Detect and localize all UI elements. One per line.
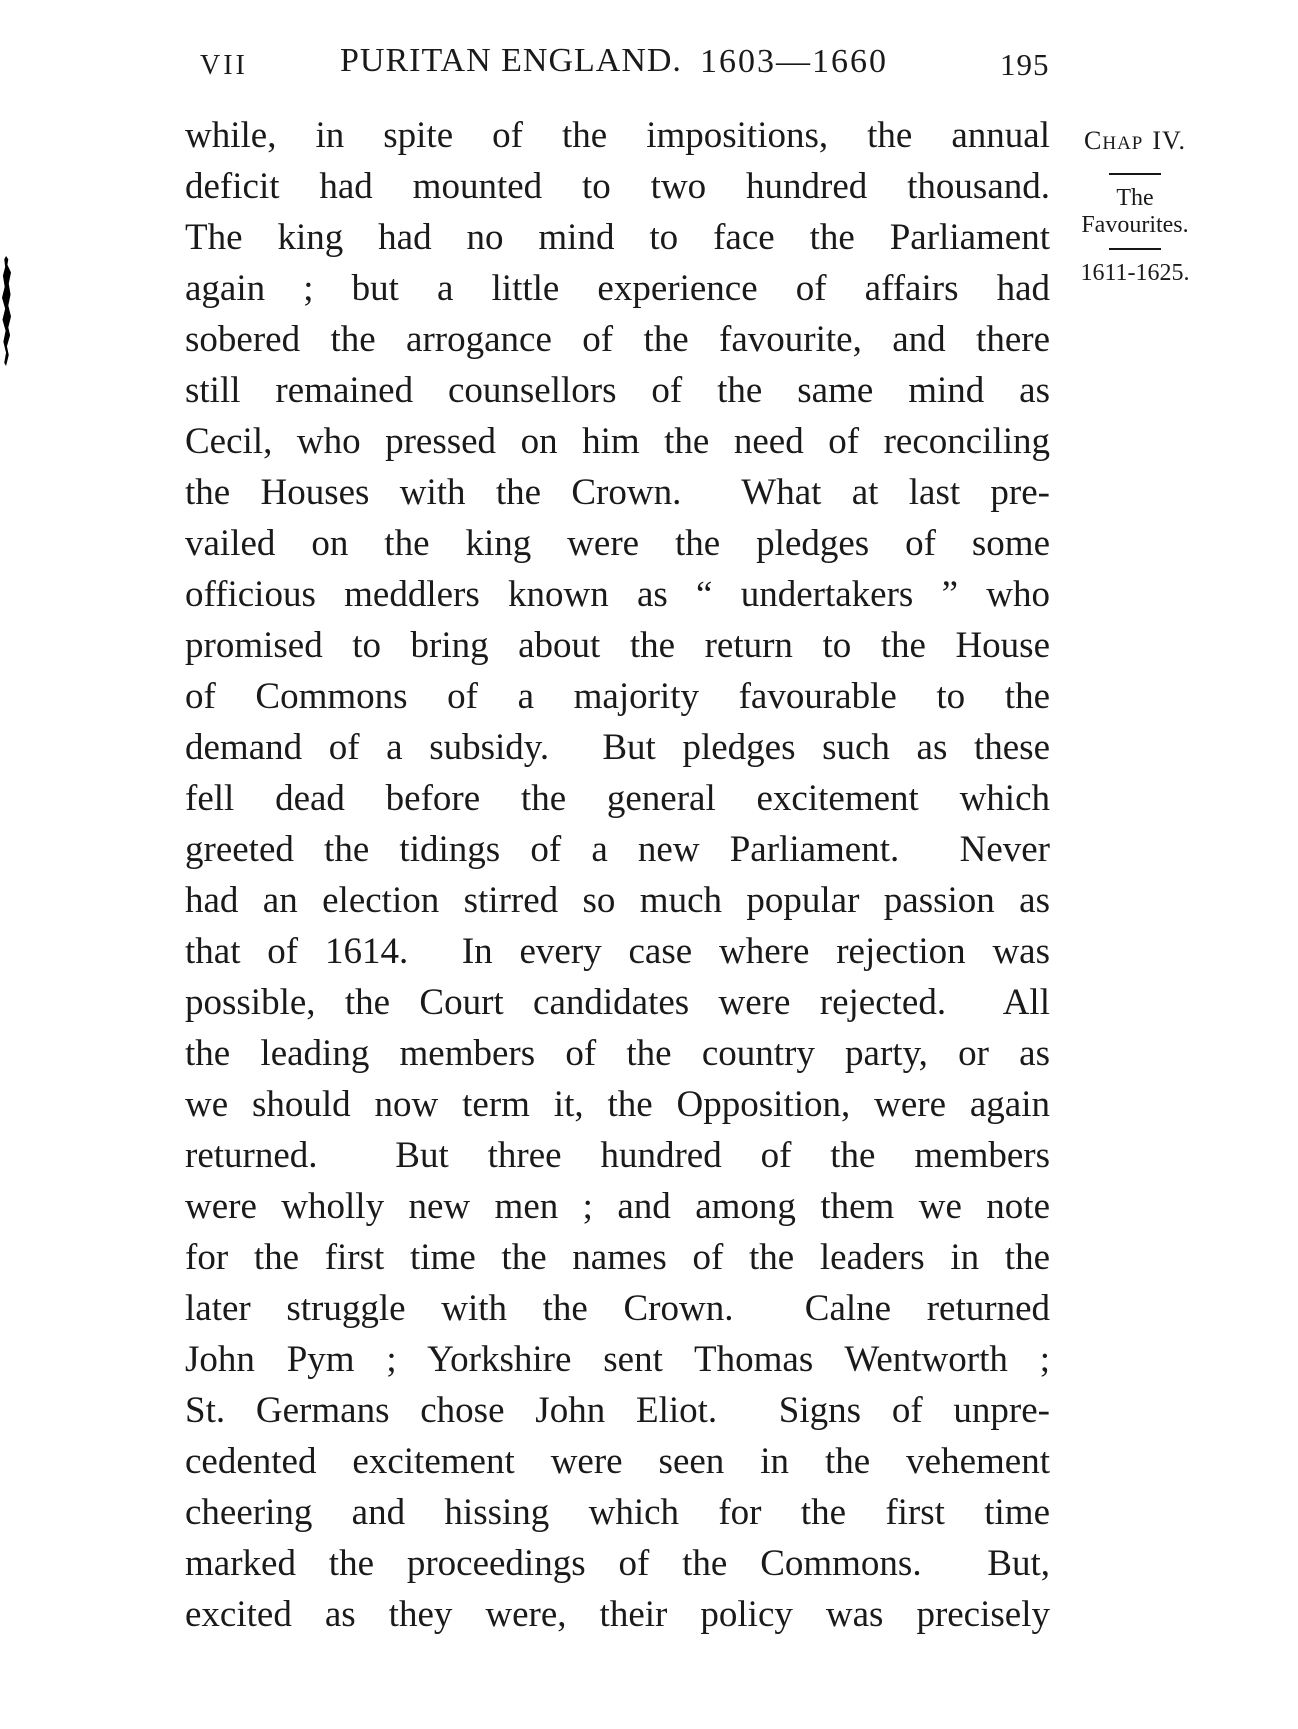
sidenote-chapter-smallcaps: HAP — [1102, 133, 1144, 154]
text-line: promised to bring about the return to the House — [185, 625, 1050, 666]
text-line: again ; but a little experience of affairs had — [185, 268, 1050, 309]
text-line: for the first time the names of the leaders in the — [185, 1237, 1050, 1278]
text-line: possible, the Court candidates were rejected. All — [185, 982, 1050, 1023]
text-line: cheering and hissing which for the first time — [185, 1492, 1050, 1533]
sidenote-heading-line1: The — [1116, 185, 1154, 211]
text-line: cedented excitement were seen in the vehement — [185, 1441, 1050, 1482]
text-line: John Pym ; Yorkshire sent Thomas Wentworth ; — [185, 1339, 1050, 1380]
sidenote-chapter-number: IV. — [1152, 126, 1186, 155]
text-line: excited as they were, their policy was precisely — [185, 1594, 1050, 1635]
ink-smudge-artifact — [2, 256, 11, 366]
text-line: demand of a subsidy. But pledges such as these — [185, 727, 1050, 768]
text-line: officious meddlers known as “ undertakers ” who — [185, 574, 1050, 615]
text-line: fell dead before the general excitement which — [185, 778, 1050, 819]
text-line: were wholly new men ; and among them we note — [185, 1186, 1050, 1227]
text-line: marked the proceedings of the Commons. But, — [185, 1543, 1050, 1584]
text-line: later struggle with the Crown. Calne returned — [185, 1288, 1050, 1329]
text-line: vailed on the king were the pledges of some — [185, 523, 1050, 564]
sidenote-date-range: 1611-1625. — [1080, 260, 1190, 286]
sidenote-rule — [1109, 248, 1161, 250]
text-line: that of 1614. In every case where rejection was — [185, 931, 1050, 972]
text-line: sobered the arrogance of the favourite, and there — [185, 319, 1050, 360]
marginal-sidenote — [1050, 126, 1220, 287]
chapter-numeral: VII — [200, 50, 248, 81]
text-line: while, in spite of the impositions, the annual — [185, 115, 1050, 156]
text-line: Cecil, who pressed on him the need of reconciling — [185, 421, 1050, 462]
text-line: of Commons of a majority favourable to the — [185, 676, 1050, 717]
text-line: St. Germans chose John Eliot. Signs of unpre- — [185, 1390, 1050, 1431]
text-line: had an election stirred so much popular passion as — [185, 880, 1050, 921]
text-line: we should now term it, the Opposition, were again — [185, 1084, 1050, 1125]
text-line: The king had no mind to face the Parliament — [185, 217, 1050, 258]
sidenote-chapter — [1050, 126, 1220, 159]
sidenote-heading-line2: Favourites. — [1081, 212, 1189, 238]
sidenote-rule — [1109, 173, 1161, 175]
sidenote-chapter-initial: C — [1084, 126, 1103, 155]
page-title: PURITAN ENGLAND. — [340, 42, 682, 79]
text-line: still remained counsellors of the same mind as — [185, 370, 1050, 411]
text-line: deficit had mounted to two hundred thousand. — [185, 166, 1050, 207]
page-number: 195 — [1000, 47, 1050, 82]
text-line: greeted the tidings of a new Parliament. Never — [185, 829, 1050, 870]
text-line: the Houses with the Crown. What at last pre- — [185, 472, 1050, 513]
header-date-range: 1603—1660 — [700, 43, 888, 80]
text-line: returned. But three hundred of the members — [185, 1135, 1050, 1176]
body-text-column — [185, 110, 1050, 1640]
text-line: the leading members of the country party, or as — [185, 1033, 1050, 1074]
